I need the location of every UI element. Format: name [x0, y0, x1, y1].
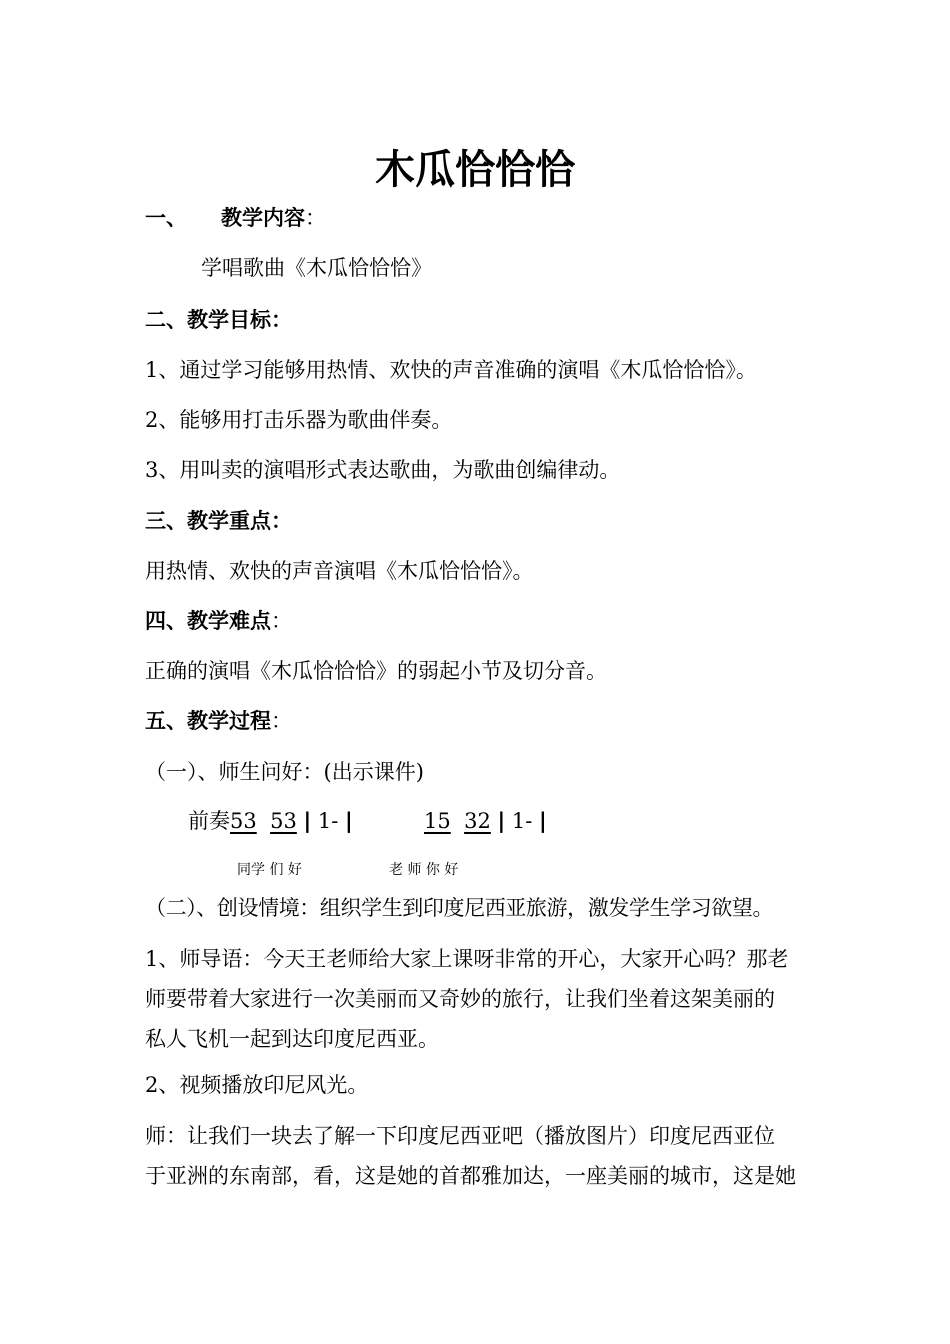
notation-prefix: 前奏	[188, 809, 230, 833]
section-2-heading: 二、教学目标：	[145, 307, 292, 332]
note-group: 15	[424, 809, 451, 833]
bar-line: |	[303, 809, 312, 833]
lyric-students: 同学 们 好	[237, 862, 302, 878]
note-group: 32	[464, 809, 491, 833]
section-1-heading: 一、 教学内容：	[145, 205, 326, 230]
paragraph-indonesia: 师：让我们一块去了解一下印度尼西亚吧（播放图片）印度尼西亚位 于亚洲的东南部，看，这是她的首都雅加达，一座美丽的城市，这是她	[145, 1124, 796, 1188]
section-4-heading: 四、教学难点：	[145, 608, 292, 633]
step-1-greeting: （一）、师生问好：(出示课件)	[145, 760, 424, 784]
section-3-heading: 三、教学重点：	[145, 508, 292, 533]
bar-line: |	[497, 809, 506, 833]
section-1-body: 学唱歌曲《木瓜恰恰恰》	[201, 256, 432, 280]
goal-item-3: 3、用叫卖的演唱形式表达歌曲，为歌曲创编律动。	[145, 458, 621, 482]
goal-item-2: 2、能够用打击乐器为歌曲伴奏。	[145, 408, 453, 432]
section-1-number: 一、	[145, 205, 187, 230]
goal-item-1: 1、通过学习能够用热情、欢快的声音准确的演唱《木瓜恰恰恰》。	[145, 358, 757, 382]
section-1-title: 教学内容	[221, 205, 305, 230]
note-group: 1-	[511, 809, 533, 833]
notation-reply	[424, 807, 547, 835]
step-2-scenario: （二）、创设情境：组织学生到印度尼西亚旅游，激发学生学习欲望。	[145, 896, 774, 920]
section-5-heading: 五、教学过程：	[145, 708, 292, 733]
bar-line: |	[539, 809, 547, 833]
notation-prelude	[188, 807, 353, 835]
note-group: 53	[230, 809, 257, 833]
paragraph-video: 2、视频播放印尼风光。	[145, 1073, 369, 1097]
section-4-body: 正确的演唱《木瓜恰恰恰》的弱起小节及切分音。	[145, 659, 607, 683]
bar-line: |	[345, 809, 353, 833]
note-group: 53	[270, 809, 297, 833]
page-title: 木瓜恰恰恰	[375, 147, 575, 193]
section-3-body: 用热情、欢快的声音演唱《木瓜恰恰恰》。	[145, 559, 534, 583]
lyric-teacher: 老 师 你 好	[389, 862, 459, 878]
note-group: 1-	[317, 809, 339, 833]
paragraph-teacher-intro: 1、师导语：今天王老师给大家上课呀非常的开心，大家开心吗？那老 师要带着大家进行一次美丽而又奇妙的旅行，让我们坐着这架美丽的 私人飞机一起到达印度尼西亚。	[145, 947, 789, 1051]
